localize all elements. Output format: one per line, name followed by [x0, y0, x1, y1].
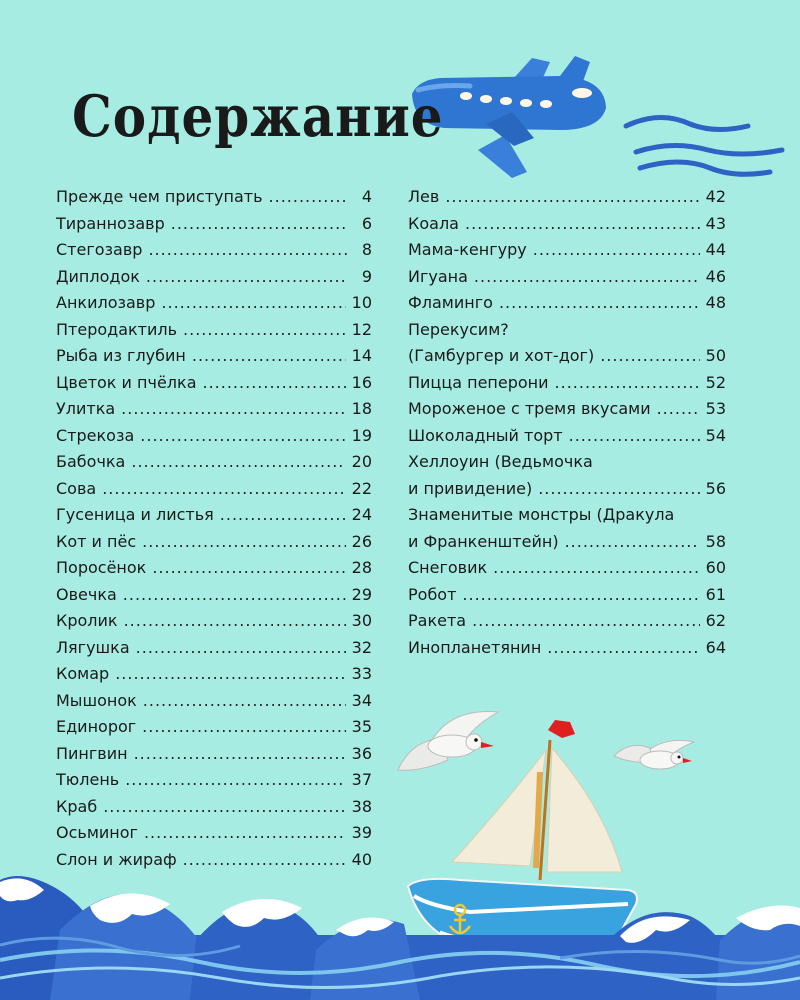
toc-entry-page: 39: [351, 823, 372, 842]
toc-entry-title: Осьминог: [56, 823, 138, 842]
toc-entry-page: 32: [351, 637, 372, 657]
toc-entry-page: 58: [705, 531, 726, 551]
toc-entry-page: 20: [351, 452, 372, 471]
toc-entry-title: и Франкенштейн): [408, 531, 559, 551]
toc-entry-page: 26: [351, 531, 372, 551]
toc-entry-title: Мороженое с тремя вкусами: [408, 399, 651, 418]
toc-entry-page: 53: [705, 399, 726, 418]
toc-entry-title: Тираннозавр: [56, 213, 165, 233]
toc-entry-page: 34: [351, 690, 372, 710]
toc-entry-title: Перекусим?: [408, 319, 509, 339]
toc-entry-page: 54: [705, 425, 726, 445]
toc-entry-title: Фламинго: [408, 293, 493, 312]
toc-entry-page: 44: [705, 240, 726, 259]
toc-entry-page: 14: [351, 346, 372, 365]
toc-entry-page: 29: [351, 584, 372, 604]
toc-entry-title: Кот и пёс: [56, 531, 137, 551]
toc-entry-page: 60: [705, 558, 726, 577]
toc-entry-page: 37: [351, 770, 372, 789]
toc-entry-title: Пицца пеперони: [408, 372, 549, 392]
toc-entry-page: 64: [705, 637, 726, 657]
toc-entry-title: Диплодок: [56, 266, 140, 286]
page-title: Содержание: [72, 82, 444, 150]
toc-entry-title: (Гамбургер и хот-дог): [408, 346, 595, 365]
toc-entry-page: 18: [351, 399, 372, 418]
toc-entry-page: 48: [705, 293, 726, 312]
toc-entry-title: Инопланетянин: [408, 637, 542, 657]
toc-entry-page: 9: [361, 266, 372, 286]
toc-entry-title: Игуана: [408, 266, 468, 286]
toc-entry-title: Единорог: [56, 717, 137, 736]
toc-entry-title: Бабочка: [56, 452, 126, 471]
toc-entry-title: Краб: [56, 796, 98, 816]
toc-entry-title: Кролик: [56, 611, 118, 630]
toc-entry-page: 24: [351, 505, 372, 524]
toc-entry-page: 10: [351, 293, 372, 312]
toc-entry-page: 40: [351, 849, 372, 869]
toc-entry-page: 28: [351, 558, 372, 577]
toc-entry-title: Слон и жираф: [56, 849, 177, 869]
toc-entry-title: Хеллоуин (Ведьмочка: [408, 452, 593, 471]
toc-entry-page: 42: [705, 187, 726, 206]
toc-entry-title: Поросёнок: [56, 558, 147, 577]
toc-entry-page: 52: [705, 372, 726, 392]
toc-entry-title: Улитка: [56, 399, 116, 418]
toc-entry-title: Тюлень: [56, 770, 120, 789]
toc-entry-title: Стрекоза: [56, 425, 135, 445]
toc-entry-page: 35: [351, 717, 372, 736]
toc-entry-title: Снеговик: [408, 558, 488, 577]
toc-entry-title: Мышонок: [56, 690, 137, 710]
toc-entry-title: Анкилозавр: [56, 293, 156, 312]
toc-entry-page: 56: [705, 478, 726, 498]
toc-entry-title: Коала: [408, 213, 459, 233]
toc-entry-title: Робот: [408, 584, 457, 604]
toc-entry-page: 38: [351, 796, 372, 816]
toc-entry-page: 36: [351, 743, 372, 763]
toc-entry-page: 8: [361, 240, 372, 259]
toc-entry-title: Рыба из глубин: [56, 346, 186, 365]
toc-entry-page: 6: [361, 213, 372, 233]
toc-entry-title: Овечка: [56, 584, 117, 604]
toc-entry-title: Цветок и пчёлка: [56, 372, 197, 392]
toc-entry-title: Лягушка: [56, 637, 130, 657]
toc-entry-title: Шоколадный торт: [408, 425, 563, 445]
toc-entry-title: Сова: [56, 478, 97, 498]
toc-entry-title: Птеродактиль: [56, 319, 178, 339]
toc-entry-page: 22: [351, 478, 372, 498]
toc-entry-title: Стегозавр: [56, 240, 143, 259]
toc-entry-page: 43: [705, 213, 726, 233]
toc-entry-title: Лев: [408, 187, 440, 206]
toc-entry-page: 4: [361, 187, 372, 206]
toc-entry-page: 12: [351, 319, 372, 339]
toc-entry-page: 30: [351, 611, 372, 630]
toc-entry-page: 33: [351, 664, 372, 683]
toc-entry-page: 50: [705, 346, 726, 365]
toc-entry-page: 19: [351, 425, 372, 445]
toc-entry-title: Знаменитые монстры (Дракула: [408, 505, 675, 524]
toc-entry-page: 61: [705, 584, 726, 604]
toc-entry-title: Гусеница и листья: [56, 505, 214, 524]
toc-entry-title: Прежде чем приступать: [56, 187, 263, 206]
toc-entry-title: Пингвин: [56, 743, 128, 763]
toc-entry-title: и привидение): [408, 478, 533, 498]
toc-entry-title: Мама-кенгуру: [408, 240, 527, 259]
toc-entry-title: Ракета: [408, 611, 467, 630]
toc-entry-title: Комар: [56, 664, 110, 683]
toc-entry-page: 46: [705, 266, 726, 286]
toc-entry-page: 62: [705, 611, 726, 630]
toc-entry-page: 16: [351, 372, 372, 392]
